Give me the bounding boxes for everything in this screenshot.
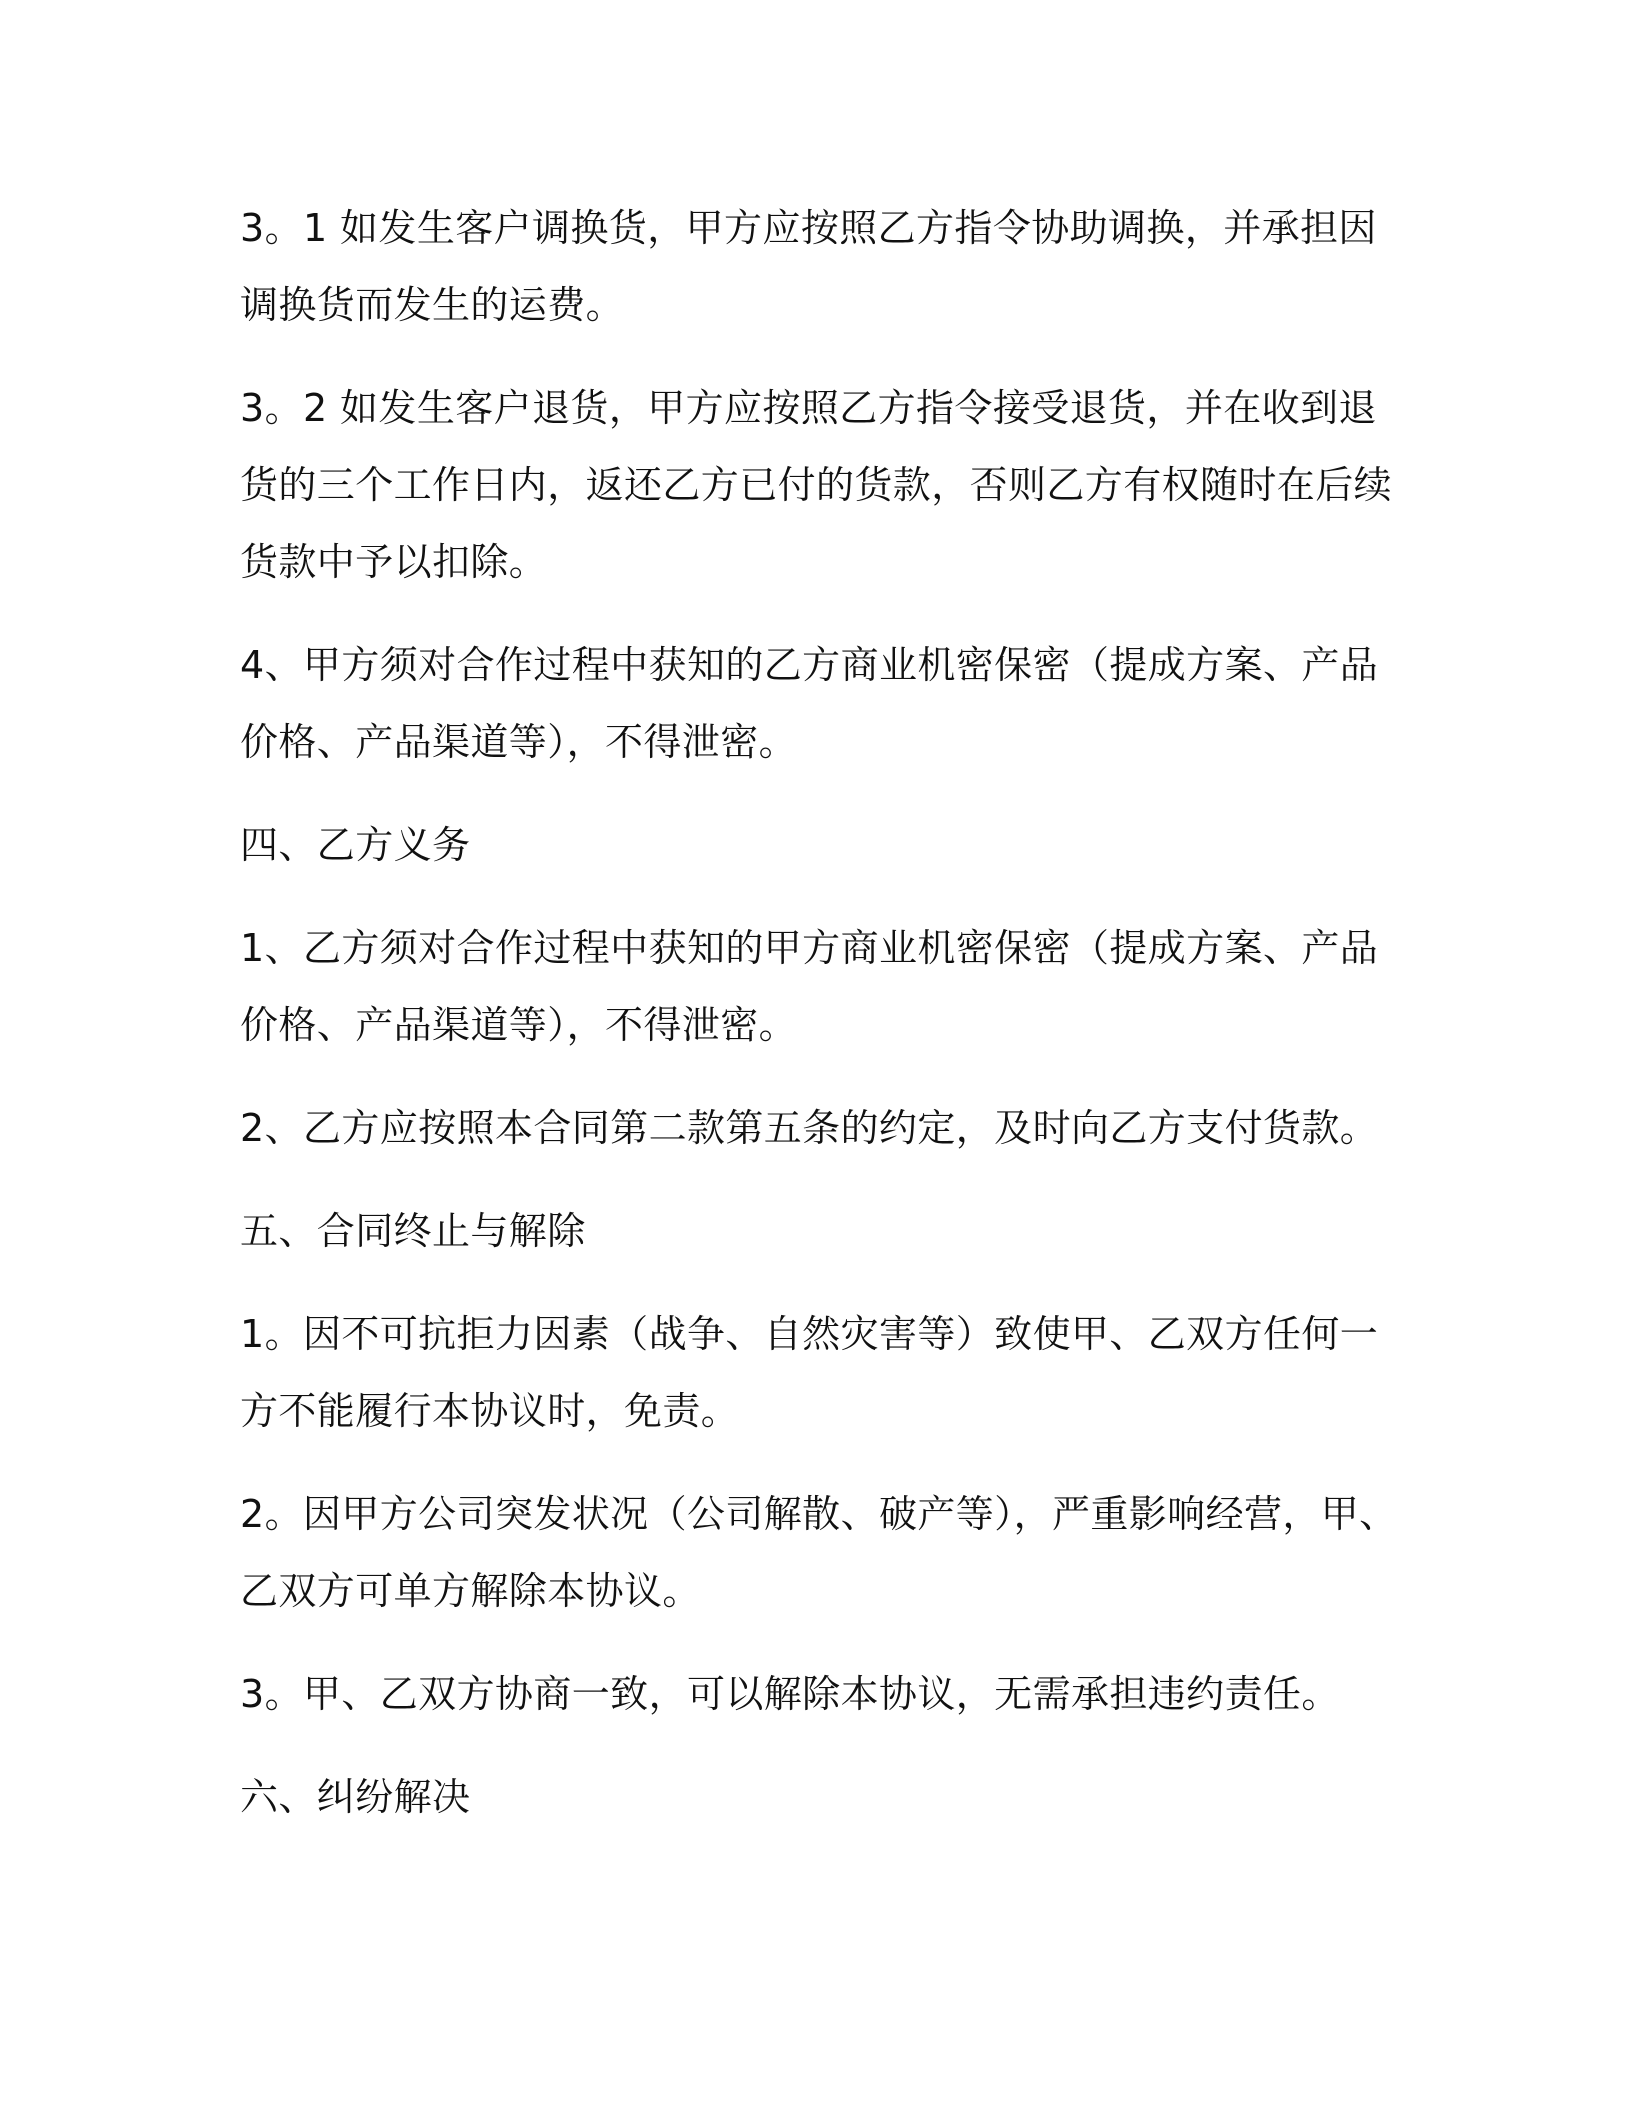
- clause-party-b-payment: 2、乙方应按照本合同第二款第五条的约定，及时向乙方支付货款。: [240, 1106, 1379, 1150]
- section-heading-dispute-resolution: 六、纠纷解决: [240, 1775, 471, 1819]
- clause-party-b-confidentiality: 1、乙方须对合作过程中获知的甲方商业机密保密（提成方案、产品价格、产品渠道等），不得泄密。: [240, 926, 1379, 1047]
- section-heading-termination: 五、合同终止与解除: [240, 1209, 586, 1253]
- clause-3-2-return: 3。2 如发生客户退货，甲方应按照乙方指令接受退货，并在收到退货的三个工作日内，返还乙方已付的货款，否则乙方有权随时在后续货款中予以扣除。: [240, 386, 1393, 584]
- clause-force-majeure: 1。因不可抗拒力因素（战争、自然灾害等）致使甲、乙双方任何一方不能履行本协议时，免责。: [240, 1312, 1379, 1433]
- clause-mutual-termination: 3。甲、乙双方协商一致，可以解除本协议，无需承担违约责任。: [240, 1672, 1340, 1716]
- clause-4-confidentiality-party-a: 4、甲方须对合作过程中获知的乙方商业机密保密（提成方案、产品价格、产品渠道等），不得泄密。: [240, 643, 1379, 764]
- clause-3-1-exchange: 3。1 如发生客户调换货，甲方应按照乙方指令协助调换，并承担因调换货而发生的运费。: [240, 206, 1377, 327]
- clause-party-a-emergency: 2。因甲方公司突发状况（公司解散、破产等），严重影响经营，甲、乙双方可单方解除本协议。: [240, 1492, 1398, 1613]
- document-body: [240, 190, 1400, 1862]
- section-heading-party-b-obligations: 四、乙方义务: [240, 823, 471, 867]
